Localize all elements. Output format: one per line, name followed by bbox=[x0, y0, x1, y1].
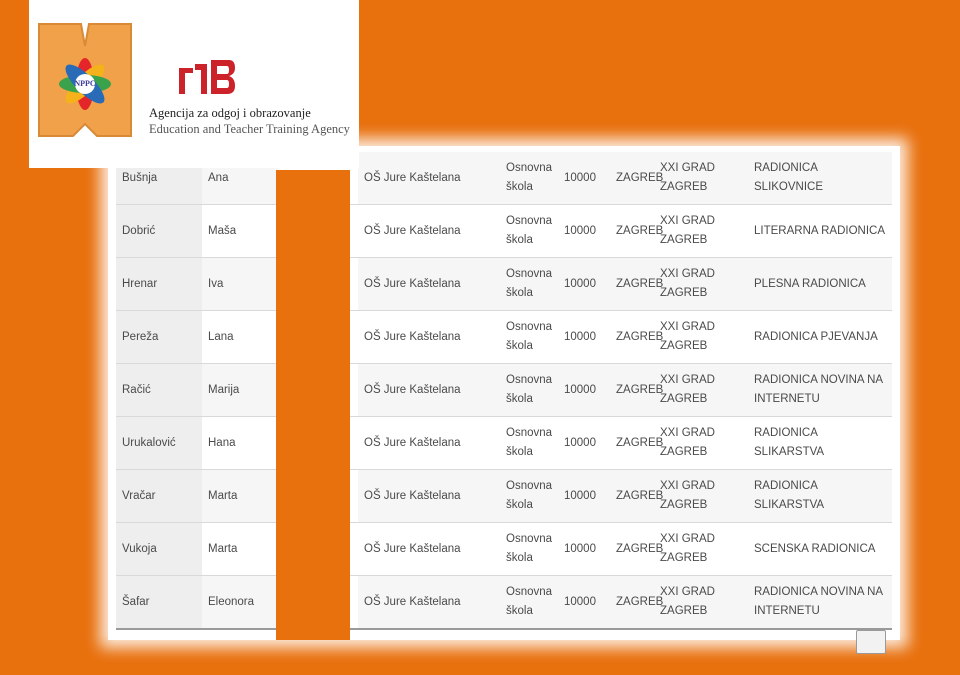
name-cell: Lana bbox=[202, 311, 278, 364]
pagination-control[interactable] bbox=[856, 630, 886, 654]
district-cell: XXI GRAD ZAGREB bbox=[654, 417, 748, 470]
workshop-cell: RADIONICA SLIKOVNICE bbox=[748, 152, 892, 205]
school-type-cell: Osnovna škola bbox=[500, 311, 558, 364]
table-row bbox=[116, 205, 892, 258]
city-cell: ZAGREB bbox=[610, 152, 654, 205]
agency-name-croatian: Agencija za odgoj i obrazovanje bbox=[149, 106, 311, 120]
surname-cell: Urukalović bbox=[116, 417, 202, 470]
school-type-cell: Osnovna škola bbox=[500, 152, 558, 205]
participants-table bbox=[116, 152, 892, 630]
district-cell: XXI GRAD ZAGREB bbox=[654, 364, 748, 417]
district-cell: XXI GRAD ZAGREB bbox=[654, 311, 748, 364]
postal-code-cell: 10000 bbox=[558, 417, 610, 470]
book-flower-logo-icon bbox=[35, 20, 135, 140]
district-cell: XXI GRAD ZAGREB bbox=[654, 523, 748, 576]
surname-cell: Šafar bbox=[116, 576, 202, 630]
school-cell: OŠ Jure Kaštelana bbox=[358, 576, 500, 630]
surname-cell: Dobrić bbox=[116, 205, 202, 258]
city-cell: ZAGREB bbox=[610, 417, 654, 470]
city-cell: ZAGREB bbox=[610, 205, 654, 258]
name-cell: Eleonora bbox=[202, 576, 278, 630]
name-cell: Marta bbox=[202, 523, 278, 576]
name-cell: Marta bbox=[202, 470, 278, 523]
school-cell: OŠ Jure Kaštelana bbox=[358, 364, 500, 417]
school-type-cell: Osnovna škola bbox=[500, 258, 558, 311]
postal-code-cell: 10000 bbox=[558, 311, 610, 364]
workshop-cell: SCENSKA RADIONICA bbox=[748, 523, 892, 576]
postal-code-cell: 10000 bbox=[558, 205, 610, 258]
name-cell: Marija bbox=[202, 364, 278, 417]
results-table-card bbox=[108, 146, 900, 640]
workshop-cell: LITERARNA RADIONICA bbox=[748, 205, 892, 258]
district-cell: XXI GRAD ZAGREB bbox=[654, 576, 748, 630]
school-cell: OŠ Jure Kaštelana bbox=[358, 470, 500, 523]
name-cell: Ana bbox=[202, 152, 278, 205]
logo-letters: NPPC bbox=[74, 79, 96, 88]
workshop-cell: RADIONICA NOVINA NA INTERNETU bbox=[748, 576, 892, 630]
school-type-cell: Osnovna škola bbox=[500, 470, 558, 523]
school-type-cell: Osnovna škola bbox=[500, 205, 558, 258]
district-cell: XXI GRAD ZAGREB bbox=[654, 470, 748, 523]
table-row bbox=[116, 311, 892, 364]
workshop-cell: RADIONICA SLIKARSTVA bbox=[748, 470, 892, 523]
postal-code-cell: 10000 bbox=[558, 364, 610, 417]
postal-code-cell: 10000 bbox=[558, 152, 610, 205]
district-cell: XXI GRAD ZAGREB bbox=[654, 152, 748, 205]
surname-cell: Hrenar bbox=[116, 258, 202, 311]
district-cell: XXI GRAD ZAGREB bbox=[654, 205, 748, 258]
surname-cell: Račić bbox=[116, 364, 202, 417]
workshop-cell: PLESNA RADIONICA bbox=[748, 258, 892, 311]
school-cell: OŠ Jure Kaštelana bbox=[358, 258, 500, 311]
workshop-cell: RADIONICA PJEVANJA bbox=[748, 311, 892, 364]
postal-code-cell: 10000 bbox=[558, 470, 610, 523]
workshop-cell: RADIONICA SLIKARSTVA bbox=[748, 417, 892, 470]
name-cell: Hana bbox=[202, 417, 278, 470]
table-row bbox=[116, 523, 892, 576]
table-row bbox=[116, 576, 892, 630]
name-cell: Iva bbox=[202, 258, 278, 311]
table-row bbox=[116, 258, 892, 311]
school-cell: OŠ Jure Kaštelana bbox=[358, 311, 500, 364]
table-row bbox=[116, 470, 892, 523]
surname-cell: Bušnja bbox=[116, 152, 202, 205]
name-cell: Maša bbox=[202, 205, 278, 258]
school-type-cell: Osnovna škola bbox=[500, 364, 558, 417]
city-cell: ZAGREB bbox=[610, 523, 654, 576]
city-cell: ZAGREB bbox=[610, 470, 654, 523]
city-cell: ZAGREB bbox=[610, 364, 654, 417]
azoo-mark-icon bbox=[177, 56, 237, 96]
orange-overlay-strip bbox=[276, 170, 350, 640]
postal-code-cell: 10000 bbox=[558, 258, 610, 311]
table-row bbox=[116, 417, 892, 470]
agency-name-english: Education and Teacher Training Agency bbox=[149, 122, 350, 136]
postal-code-cell: 10000 bbox=[558, 576, 610, 630]
city-cell: ZAGREB bbox=[610, 258, 654, 311]
school-cell: OŠ Jure Kaštelana bbox=[358, 417, 500, 470]
school-cell: OŠ Jure Kaštelana bbox=[358, 205, 500, 258]
school-cell: OŠ Jure Kaštelana bbox=[358, 523, 500, 576]
table-row bbox=[116, 364, 892, 417]
school-type-cell: Osnovna škola bbox=[500, 523, 558, 576]
workshop-cell: RADIONICA NOVINA NA INTERNETU bbox=[748, 364, 892, 417]
school-cell: OŠ Jure Kaštelana bbox=[358, 152, 500, 205]
agency-logo-panel bbox=[29, 0, 359, 168]
school-type-cell: Osnovna škola bbox=[500, 576, 558, 630]
surname-cell: Vračar bbox=[116, 470, 202, 523]
surname-cell: Vukoja bbox=[116, 523, 202, 576]
surname-cell: Pereža bbox=[116, 311, 202, 364]
city-cell: ZAGREB bbox=[610, 576, 654, 630]
school-type-cell: Osnovna škola bbox=[500, 417, 558, 470]
city-cell: ZAGREB bbox=[610, 311, 654, 364]
district-cell: XXI GRAD ZAGREB bbox=[654, 258, 748, 311]
postal-code-cell: 10000 bbox=[558, 523, 610, 576]
